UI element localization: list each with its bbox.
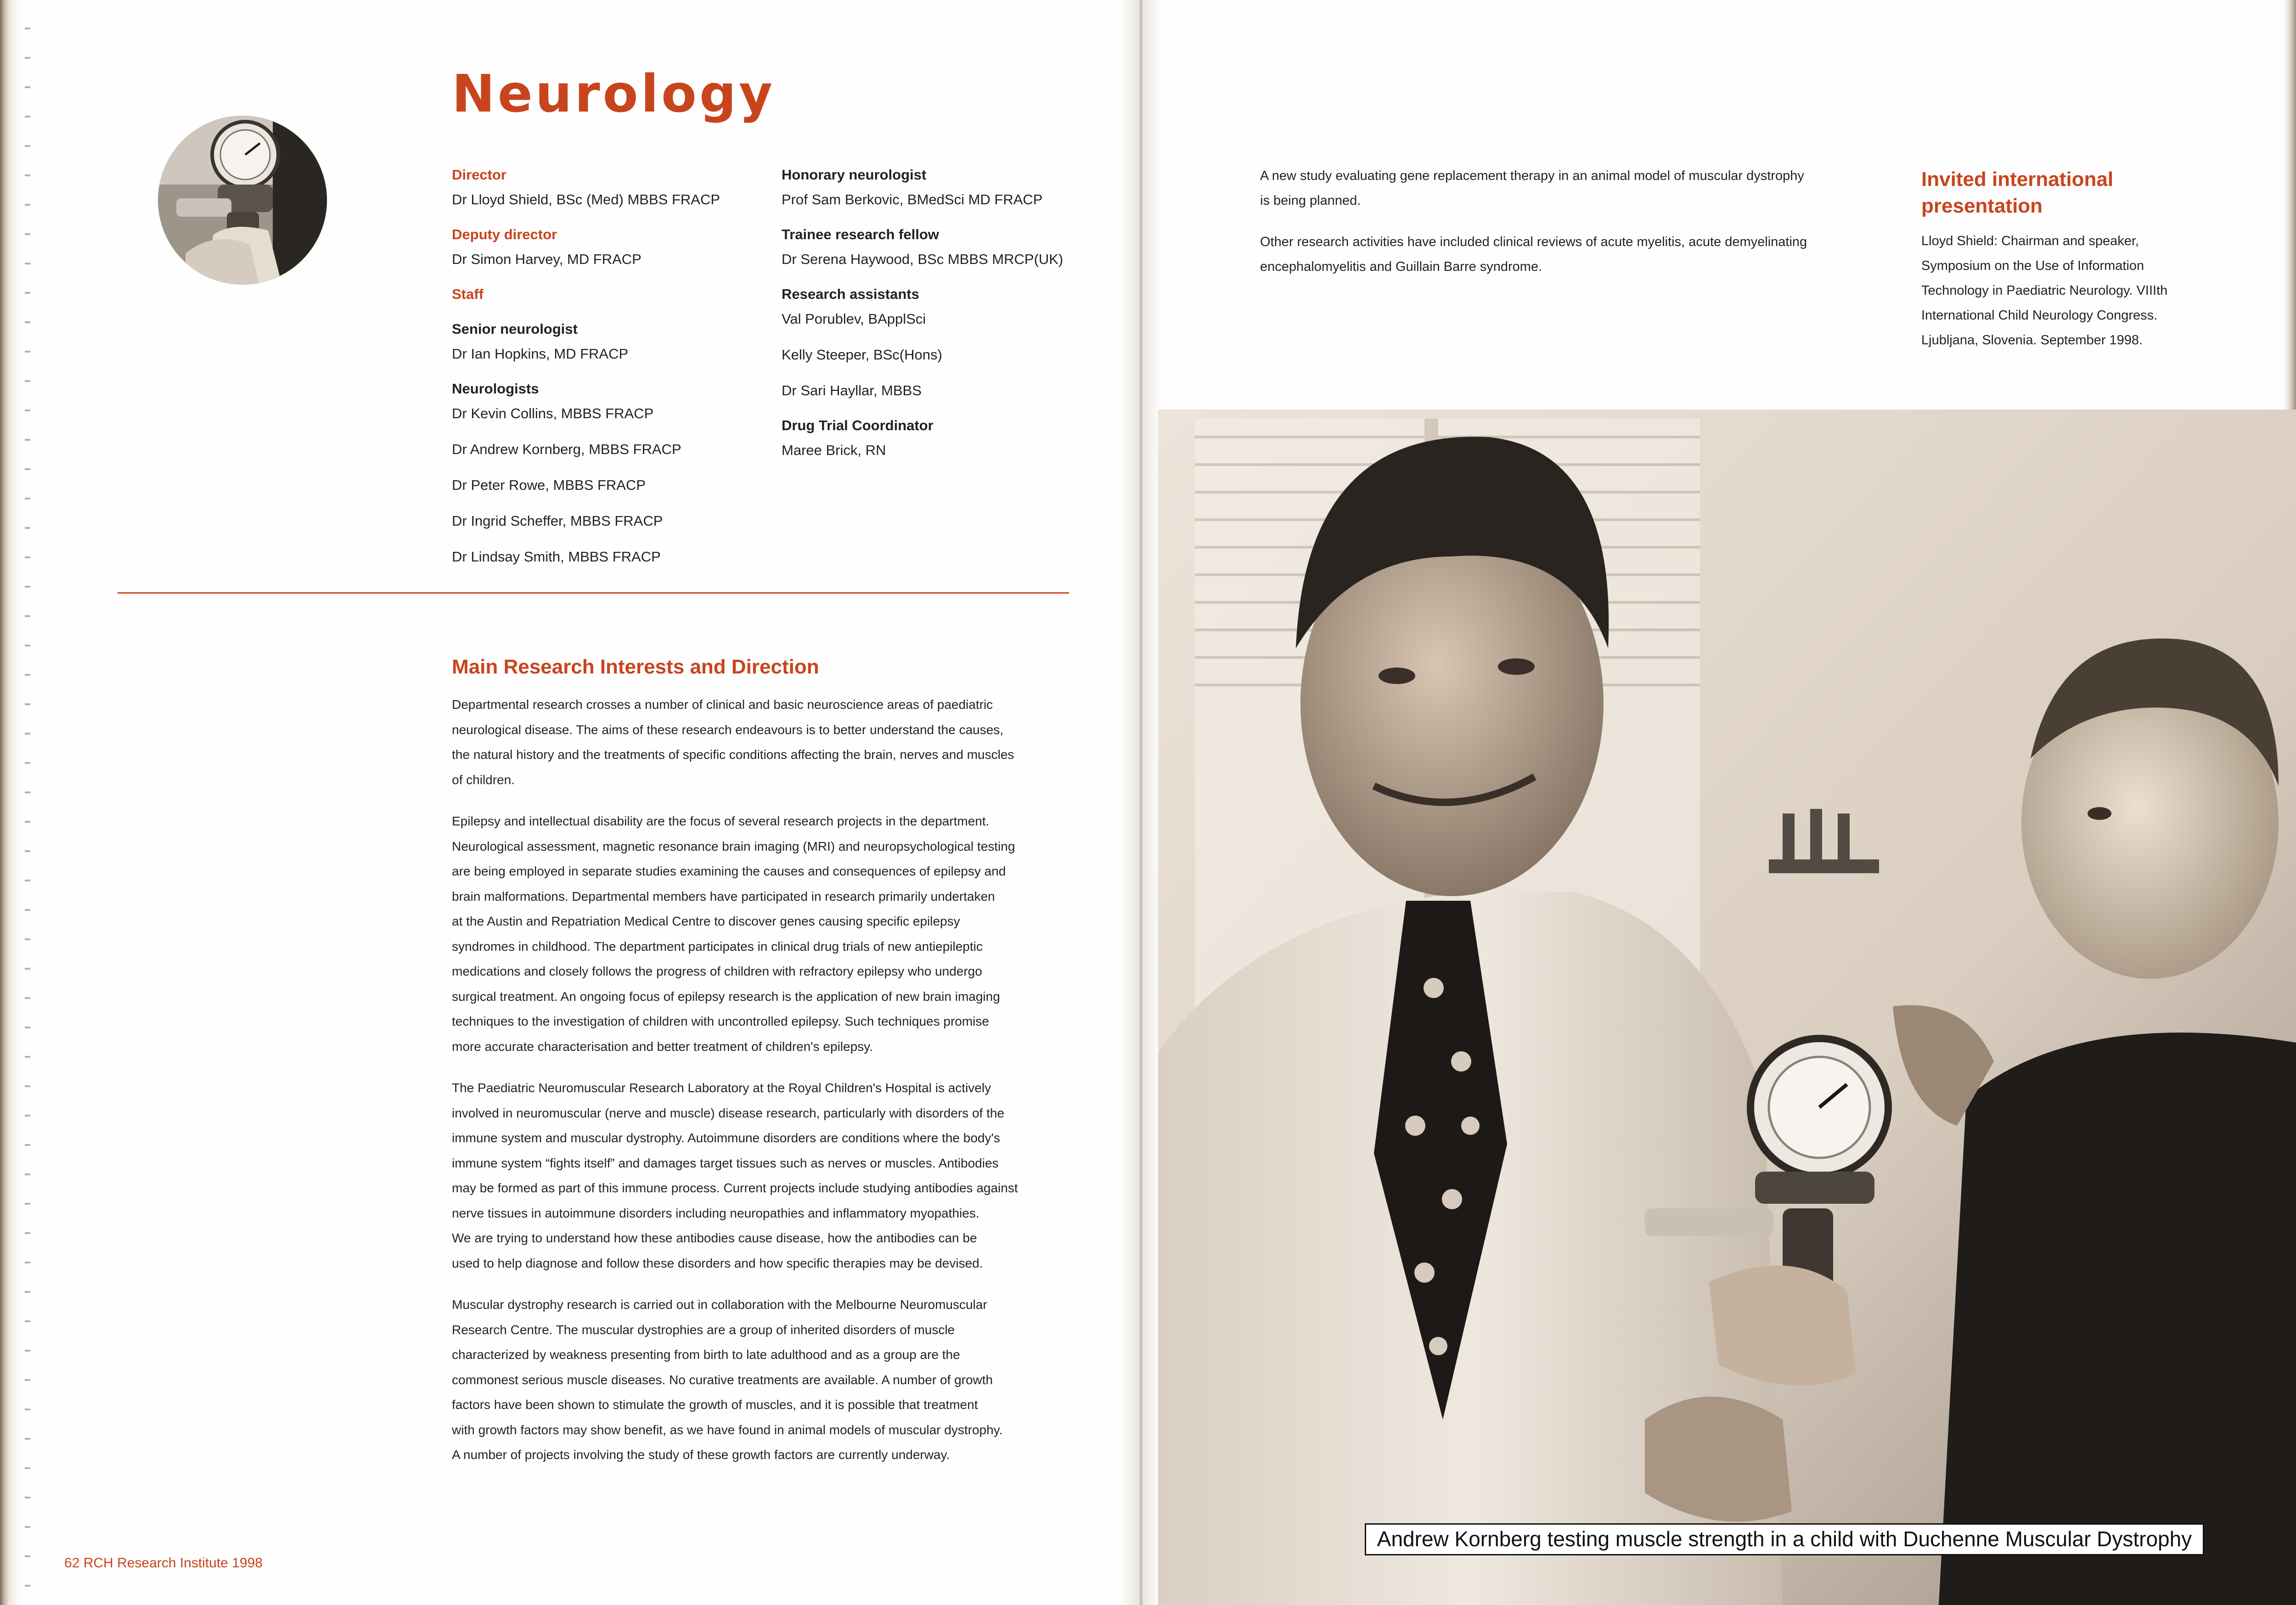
text-line: surgical treatment. An ongoing focus of epilepsy research is the application of new brain imaging bbox=[452, 989, 1000, 1004]
staff-role-heading: Staff bbox=[452, 286, 484, 302]
paragraph bbox=[452, 1076, 1072, 1276]
text-line: We are trying to understand how these antibodies cause disease, how the antibodies can be bbox=[452, 1231, 977, 1245]
text-line: of children. bbox=[452, 772, 515, 787]
staff-role-heading: Deputy director bbox=[452, 226, 557, 242]
book-gutter bbox=[1120, 0, 1162, 1605]
text-line: Departmental research crosses a number of clinical and basic neuroscience areas of paediatric bbox=[452, 697, 993, 712]
staff-member-name: Dr Peter Rowe, MBBS FRACP bbox=[452, 477, 646, 493]
text-line: characterized by weakness presenting from birth to late adulthood and as a group are the bbox=[452, 1347, 960, 1362]
text-line: with growth factors may show benefit, as we have found in animal models of muscular dystrophy. bbox=[452, 1422, 1003, 1437]
staff-role-heading: Senior neurologist bbox=[452, 321, 578, 337]
aside-heading-line: presentation bbox=[1921, 195, 2043, 217]
staff-member-name: Dr Ian Hopkins, MD FRACP bbox=[452, 346, 629, 362]
text-line: immune system “fights itself” and damages target tissues such as nerves or muscles. Antibodies bbox=[452, 1156, 999, 1170]
staff-role-heading: Trainee research fellow bbox=[782, 226, 939, 242]
aside-text-line: Technology in Paediatric Neurology. VIIIth bbox=[1921, 283, 2168, 298]
text-line: A number of projects involving the study of these growth factors are currently underway. bbox=[452, 1448, 950, 1462]
photo-illustration bbox=[1158, 410, 2296, 1605]
staff-member-name: Prof Sam Berkovic, BMedSci MD FRACP bbox=[782, 191, 1043, 208]
section-divider bbox=[118, 592, 1069, 594]
staff-member-name: Dr Kevin Collins, MBBS FRACP bbox=[452, 405, 654, 421]
doctor-child-photo bbox=[1158, 410, 2296, 1605]
text-line: commonest serious muscle diseases. No curative treatments are available. A number of growth bbox=[452, 1372, 993, 1387]
paragraph bbox=[452, 692, 1072, 792]
staff-member-name: Maree Brick, RN bbox=[782, 442, 886, 458]
text-line: Neurological assessment, magnetic resonance brain imaging (MRI) and neuropsychological testing bbox=[452, 839, 1015, 853]
staff-role-heading: Drug Trial Coordinator bbox=[782, 417, 934, 433]
aside-text-line: Ljubljana, Slovenia. September 1998. bbox=[1921, 333, 2143, 348]
staff-member-name: Dr Serena Haywood, BSc MBBS MRCP(UK) bbox=[782, 251, 1064, 267]
staff-role-heading: Honorary neurologist bbox=[782, 167, 927, 183]
text-line: at the Austin and Repatriation Medical Centre to discover genes causing specific epilepsy bbox=[452, 914, 960, 928]
staff-role-heading: Director bbox=[452, 167, 506, 183]
aside-heading-line: Invited international bbox=[1921, 168, 2114, 191]
text-line: may be formed as part of this immune process. Current projects include studying antibodies against bbox=[452, 1181, 1018, 1195]
staff-list-left bbox=[452, 163, 764, 569]
staff-member-name: Dr Simon Harvey, MD FRACP bbox=[452, 251, 642, 267]
dynamometer-illustration bbox=[158, 116, 327, 285]
right-page-text bbox=[1260, 163, 1866, 296]
left-page-edge bbox=[0, 0, 24, 1605]
staff-member-name: Val Porublev, BApplSci bbox=[782, 311, 926, 327]
text-line: the natural history and the treatments of specific conditions affecting the brain, nerves and muscles bbox=[452, 747, 1014, 762]
text-line: more accurate characterisation and better treatment of children's epilepsy. bbox=[452, 1039, 873, 1054]
text-line: immune system and muscular dystrophy. Autoimmune disorders are conditions where the body's bbox=[452, 1131, 1000, 1145]
text-line: medications and closely follows the progress of children with refractory epilepsy who undergo bbox=[452, 964, 982, 978]
paragraph bbox=[1260, 163, 1866, 213]
staff-member-name: Dr Ingrid Scheffer, MBBS FRACP bbox=[452, 513, 663, 529]
staff-role-heading: Research assistants bbox=[782, 286, 919, 302]
aside-text-line: Symposium on the Use of Information bbox=[1921, 258, 2144, 273]
text-line: used to help diagnose and follow these disorders and how specific therapies may be devised. bbox=[452, 1256, 983, 1270]
page-title: Neurology bbox=[452, 64, 776, 124]
text-line: Muscular dystrophy research is carried out in collaboration with the Melbourne Neuromuscular bbox=[452, 1297, 987, 1312]
section-heading: Main Research Interests and Direction bbox=[452, 656, 819, 678]
staff-member-name: Dr Sari Hayllar, MBBS bbox=[782, 382, 922, 398]
staff-member-name: Dr Lloyd Shield, BSc (Med) MBBS FRACP bbox=[452, 191, 720, 208]
dynamometer-circle-photo bbox=[158, 116, 327, 285]
aside-text-line: Lloyd Shield: Chairman and speaker, bbox=[1921, 234, 2139, 248]
staff-member-name: Dr Andrew Kornberg, MBBS FRACP bbox=[452, 441, 681, 457]
staff-member-name: Dr Lindsay Smith, MBBS FRACP bbox=[452, 549, 661, 565]
staff-member-name: Kelly Steeper, BSc(Hons) bbox=[782, 347, 942, 363]
aside-text bbox=[1921, 229, 2206, 353]
text-line: Other research activities have included clinical reviews of acute myelitis, acute demyelinating bbox=[1260, 235, 1807, 249]
paragraph bbox=[1260, 230, 1866, 279]
staff-list-right bbox=[782, 163, 1112, 463]
text-line: neurological disease. The aims of these research endeavours is to better understand the causes, bbox=[452, 722, 1004, 737]
text-line: factors have been shown to stimulate the growth of muscles, and it is possible that treatment bbox=[452, 1397, 978, 1412]
page-stack-marks bbox=[25, 0, 30, 1605]
text-line: involved in neuromuscular (nerve and muscle) disease research, particularly with disorders of the bbox=[452, 1106, 1005, 1120]
photo-caption: Andrew Kornberg testing muscle strength in a child with Duchenne Muscular Dystrophy bbox=[1365, 1523, 2204, 1555]
text-line: Research Centre. The muscular dystrophies are a group of inherited disorders of muscle bbox=[452, 1322, 955, 1337]
aside-text-line: International Child Neurology Congress. bbox=[1921, 308, 2158, 323]
text-line: syndromes in childhood. The department participates in clinical drug trials of new antiepileptic bbox=[452, 939, 983, 954]
staff-role-heading: Neurologists bbox=[452, 381, 539, 397]
research-body-text bbox=[452, 692, 1072, 1484]
text-line: encephalomyelitis and Guillain Barre syndrome. bbox=[1260, 259, 1542, 274]
paragraph bbox=[452, 1292, 1072, 1468]
text-line: brain malformations. Departmental members have participated in research primarily undertaken bbox=[452, 889, 995, 904]
text-line: are being employed in separate studies examining the causes and consequences of epilepsy and bbox=[452, 864, 1006, 878]
paragraph bbox=[452, 809, 1072, 1059]
text-line: A new study evaluating gene replacement therapy in an animal model of muscular dystrophy bbox=[1260, 168, 1804, 183]
aside-heading bbox=[1921, 166, 2178, 219]
text-line: The Paediatric Neuromuscular Research Laboratory at the Royal Children's Hospital is actively bbox=[452, 1081, 991, 1095]
text-line: Epilepsy and intellectual disability are the focus of several research projects in the department. bbox=[452, 814, 990, 828]
text-line: nerve tissues in autoimmune disorders including neuropathies and inflammatory myopathies. bbox=[452, 1206, 979, 1220]
text-line: is being planned. bbox=[1260, 193, 1361, 208]
page-footer: 62 RCH Research Institute 1998 bbox=[64, 1555, 263, 1571]
text-line: techniques to the investigation of children with uncontrolled epilepsy. Such techniques promise bbox=[452, 1014, 989, 1028]
